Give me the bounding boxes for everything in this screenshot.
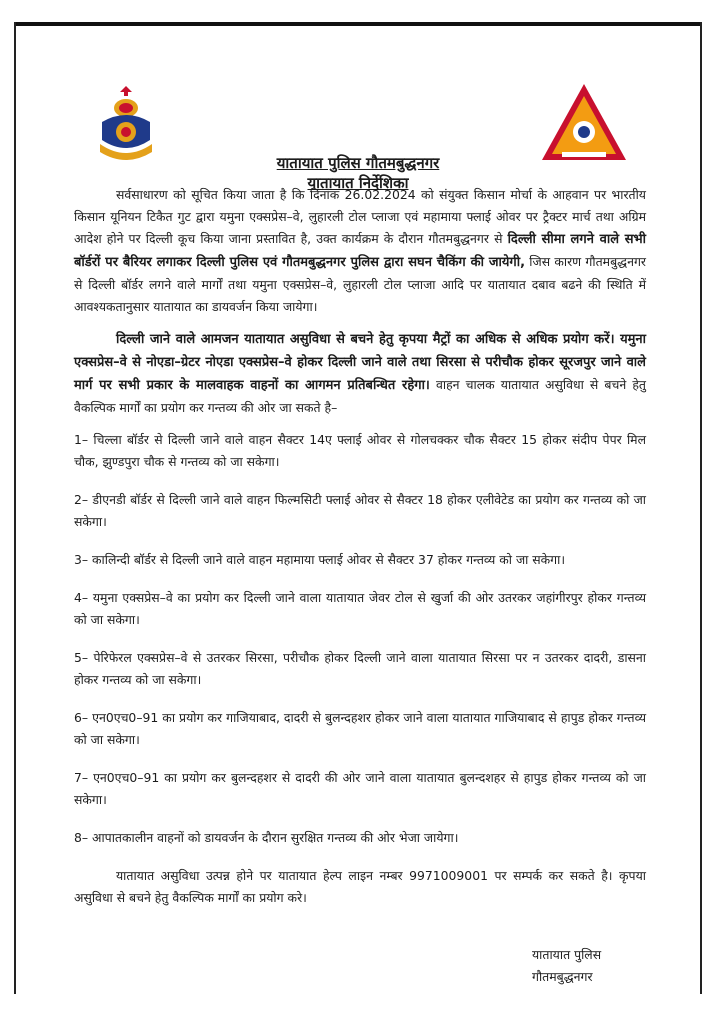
advisory-text: वाहन चालक यातायात असुविधा से बचने हेतु वैकल्पिक मार्गों का प्रयोग कर गन्तव्य की ओर जा सकते है– (74, 377, 646, 415)
route-item-2: 2– डीएनडी बॉर्डर से दिल्ली जाने वाले वाहन फिल्मसिटी फ्लाई ओवर से सैक्टर 18 होकर एलीवेटेड का प्रयोग कर गन्तव्य को जा सकेगा। (74, 492, 646, 529)
helpline-paragraph: यातायात असुविधा उत्पन्न होने पर यातायात हेल्प लाइन नम्बर 9971009001 पर सम्पर्क कर सकते है। कृपया असुविधा से बचने हेतु वैकल्पिक मार्गों का प्रयोग करे। (74, 868, 646, 905)
intro-paragraph (74, 184, 646, 318)
intro-text-end: जिस कारण गौतमबुद्धनगर से दिल्ली बॉर्डर लगने वाले मार्गों तथा यमुना एक्सप्रेस–वे, लुहारली टोल प्लाजा आदि पर यातायात दबाव बढने की स्थिति में आवश्यकतानुसार यातायात का डायवर्जन किया जायेगा। (74, 254, 646, 314)
document-title: यातायात पुलिस गौतमबुद्धनगर (276, 154, 440, 172)
route-item-8: 8– आपातकालीन वाहनों को डायवर्जन के दौरान सुरक्षित गन्तव्य की ओर भेजा जायेगा। (74, 830, 459, 845)
route-item-4: 4– यमुना एक्सप्रेस–वे का प्रयोग कर दिल्ली जाने वाला यातायात जेवर टोल से खुर्जा की ओर उतरकर जहांगीरपुर होकर गन्तव्य को जा सकेगा। (74, 590, 646, 627)
route-item-3: 3– कालिन्दी बॉर्डर से दिल्ली जाने वाले वाहन महामाया फ्लाई ओवर से सैक्टर 37 होकर गन्तव्य को जा सकेगा। (74, 552, 566, 567)
route-item-5: 5– पेरिफेरल एक्सप्रेस–वे से उतरकर सिरसा, परीचौक होकर दिल्ली जाने वाला यातायात सिरसा पर न उतरकर दादरी, डासना होकर गन्तव्य को जा सकेगा। (74, 650, 646, 687)
route-item-1: 1– चिल्ला बॉर्डर से दिल्ली जाने वाले वाहन सैक्टर 14ए फ्लाई ओवर से गोलचक्कर चौक सैक्टर 15 होकर संदीप पेपर मिल चौक, झुण्डपुरा चौक से गन्तव्य को जा सकेगा। (74, 432, 646, 469)
advisory-paragraph (74, 328, 646, 419)
signature-line-2: गौतमबुद्धनगर (532, 969, 593, 984)
route-item-7: 7– एन0एच0–91 का प्रयोग कर बुलन्दहशर से दादरी की ओर जाने वाला यातायात बुलन्दशहर से हापुड होकर गन्तव्य को जा सकेगा। (74, 770, 646, 807)
signature-line-1: यातायात पुलिस (532, 947, 602, 962)
intro-bold-text: दिल्ली सीमा लगने वाले सभी बॉर्डरों पर बैरियर लगाकर दिल्ली पुलिस एवं गौतमबुद्धनगर पुलिस द्वारा सघन चैकिंग की जायेगी, (74, 232, 646, 270)
notice-body (74, 184, 646, 909)
traffic-police-triangle-logo-icon (538, 80, 630, 164)
signature-block (532, 944, 682, 988)
page-right-border (700, 22, 702, 994)
document-subtitle: यातायात निर्देशिका (307, 174, 409, 192)
route-item-6: 6– एन0एच0–91 का प्रयोग कर गाजियाबाद, दादरी से बुलन्दहशर होकर जाने वाला यातायात गाजियाबाद से हापुड होकर गन्तव्य को जा सकेगा। (74, 710, 646, 747)
intro-text-start: सर्वसाधारण को सूचित किया जाता है कि दिनांक 26.02.2024 को संयुक्त किसान मोर्चा के आहवान पर भारतीय किसान यूनियन टिकैत गुट द्वारा यमुना एक्सप्रेस–वे, लुहारली टोल प्लाजा एवं महामाया फ्लाई ओवर पर ट्रैक्टर मार्च तथा अग्रिम आदेश होने पर दिल्ली कूच किया जाना प्रस्तावित है, उक्त कार्यक्रम के दौरान गौतमबुद्धनगर से (74, 187, 646, 246)
advisory-bold-text: दिल्ली जाने वाले आमजन यातायात असुविधा से बचने हेतु कृपया मैट्रों का अधिक से अधिक प्रयोग करें। यमुना एक्सप्रेस–वे से नोएडा–ग्रेटर नोएडा एक्सप्रेस–वे होकर दिल्ली जाने वाले तथा सिरसा से परीचौक होकर सूरजपुर जाने वाले मार्ग पर सभी प्रकार के मालवाहक वाहनों का आगमन प्रतिबन्धित रहेगा। (74, 332, 646, 393)
